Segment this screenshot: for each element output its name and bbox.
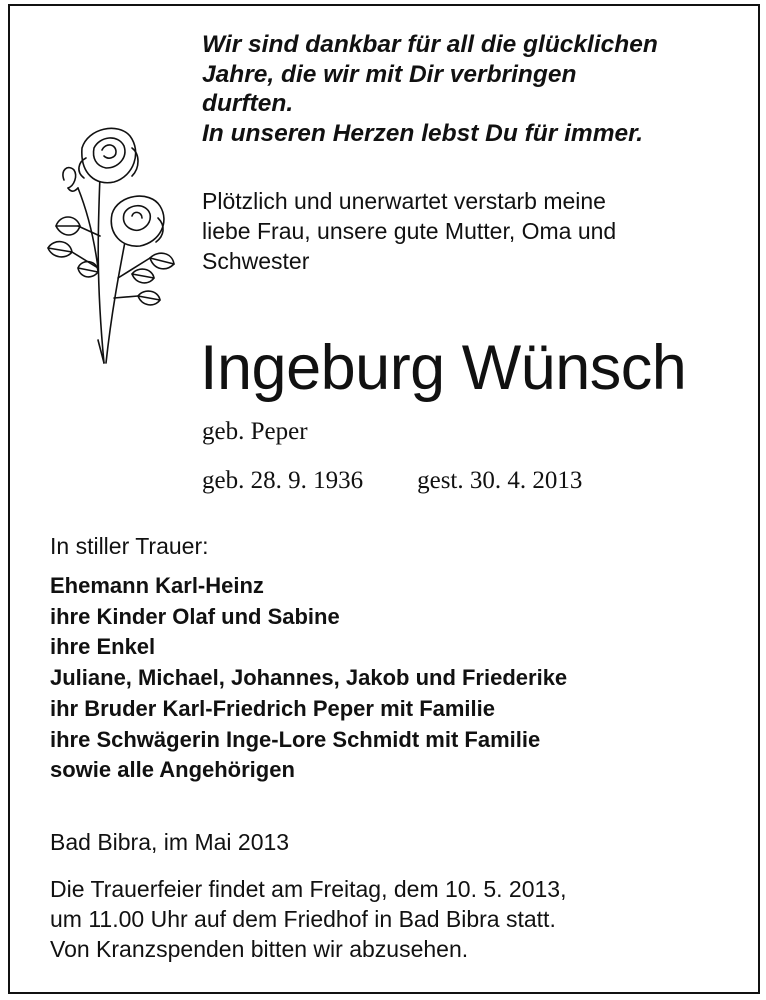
funeral-line: Die Trauerfeier findet am Freitag, dem 10. 5. 2013,: [50, 876, 567, 902]
funeral-line: Von Kranzspenden bitten wir abzusehen.: [50, 936, 469, 962]
death-announcement-intro: [202, 186, 742, 276]
intro-line: liebe Frau, unsere gute Mutter, Oma und: [202, 218, 617, 244]
mourner-line: ihre Kinder Olaf und Sabine: [50, 603, 340, 629]
memorial-quote: [202, 30, 742, 148]
place-and-date: Bad Bibra, im Mai 2013: [50, 829, 290, 855]
quote-line: durften.: [202, 90, 294, 117]
mourner-line: sowie alle Angehörigen: [50, 757, 295, 783]
mourner-line: ihre Schwägerin Inge-Lore Schmidt mit Familie: [50, 726, 541, 752]
quote-line: Wir sind dankbar für all die glücklichen: [202, 31, 658, 58]
mourner-line: Juliane, Michael, Johannes, Jakob und Friederike: [50, 665, 568, 691]
mourners-list: [50, 571, 567, 786]
birth-name: geb. Peper: [202, 418, 308, 445]
birth-date: geb. 28. 9. 1936: [202, 467, 364, 494]
funeral-details: [50, 874, 567, 964]
intro-line: Schwester: [202, 248, 310, 274]
roses-illustration-icon: [38, 118, 180, 366]
mourner-line: Ehemann Karl-Heinz: [50, 573, 264, 598]
mourner-line: ihr Bruder Karl-Friedrich Peper mit Familie: [50, 695, 496, 721]
quote-line: In unseren Herzen lebst Du für immer.: [202, 119, 644, 147]
mourner-line: ihre Enkel: [50, 634, 156, 660]
death-date: gest. 30. 4. 2013: [417, 467, 583, 494]
funeral-line: um 11.00 Uhr auf dem Friedhof in Bad Bibra statt.: [50, 906, 556, 932]
mourning-heading: In stiller Trauer:: [50, 533, 209, 559]
intro-line: Plötzlich und unerwartet verstarb meine: [202, 188, 606, 214]
deceased-name: Ingeburg Wünsch: [200, 333, 687, 403]
quote-line: Jahre, die wir mit Dir verbringen: [202, 60, 577, 88]
life-dates: [202, 466, 582, 496]
